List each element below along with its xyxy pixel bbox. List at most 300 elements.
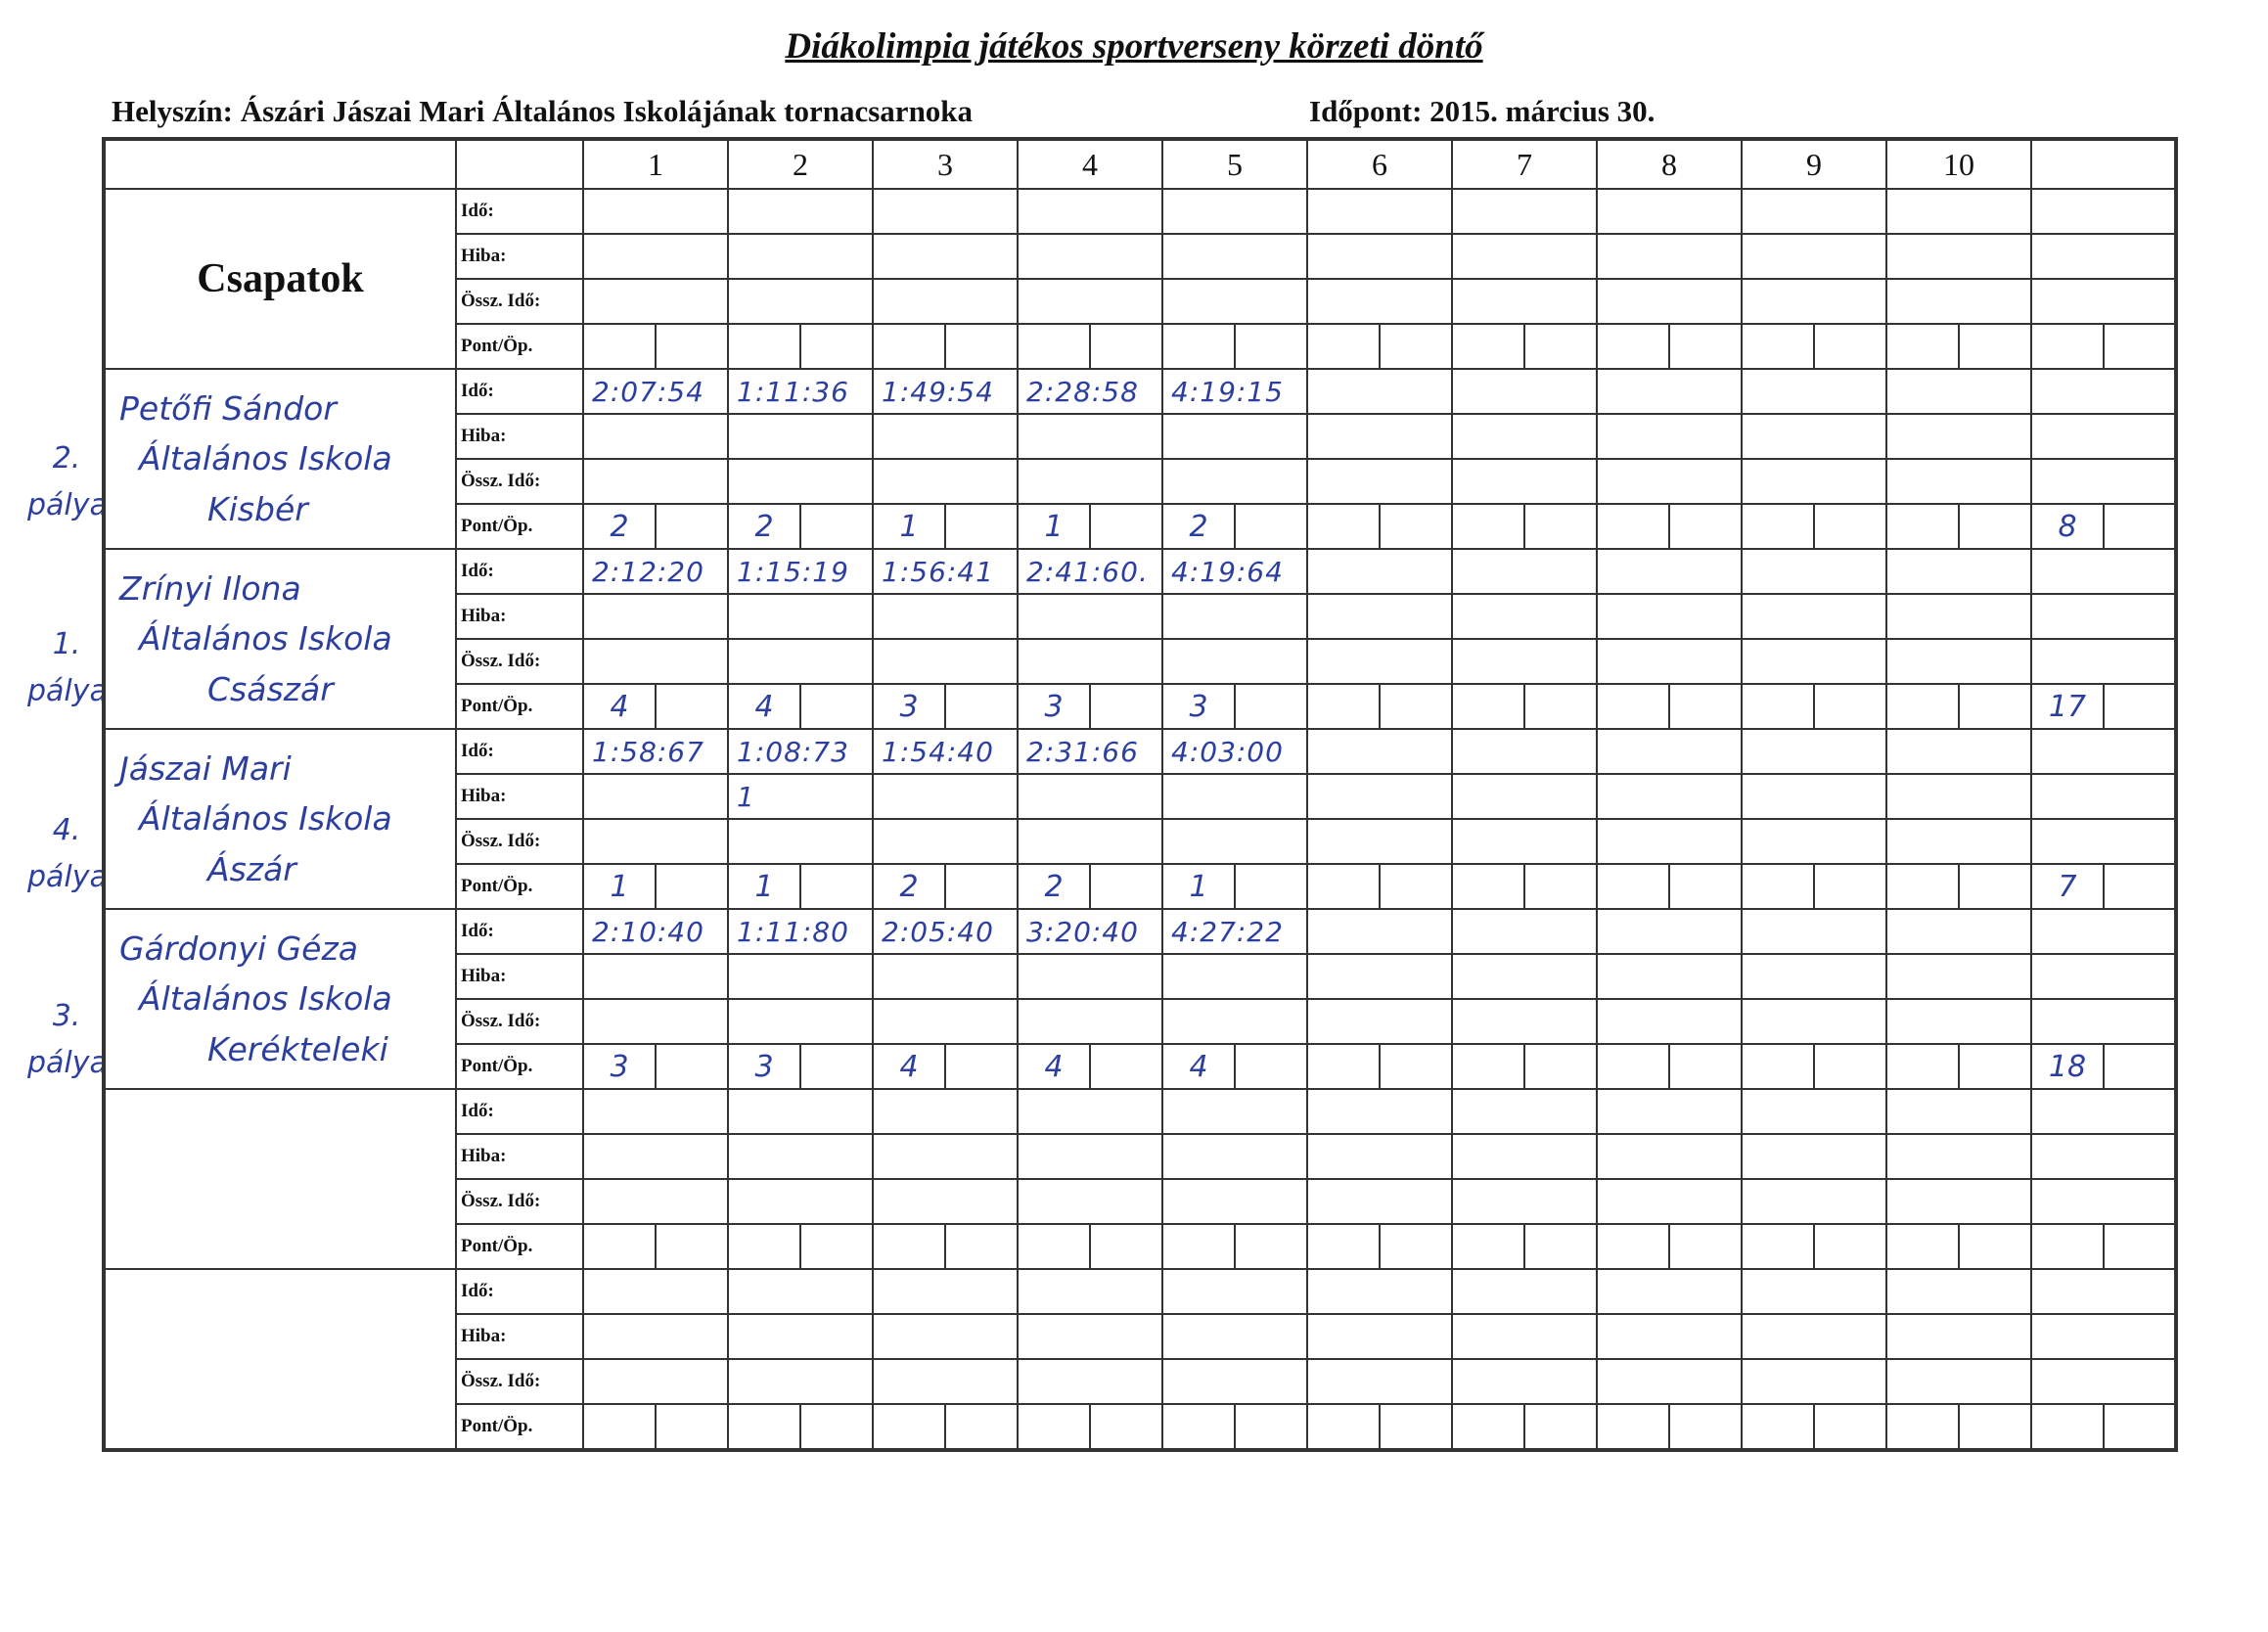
place-cell[interactable] (656, 1224, 728, 1269)
time-cell[interactable] (1597, 1269, 1742, 1314)
place-cell[interactable] (1814, 1224, 1886, 1269)
time-cell[interactable] (1162, 1269, 1307, 1314)
place-cell[interactable] (1090, 684, 1162, 729)
points-cell[interactable]: 3 (583, 1044, 656, 1089)
points-cell[interactable]: 4 (583, 684, 656, 729)
time-cell[interactable]: 2:12:20 (583, 549, 728, 594)
error-cell[interactable] (583, 1314, 728, 1359)
place-cell[interactable] (1090, 1404, 1162, 1450)
time-cell[interactable]: 2:07:54 (583, 369, 728, 414)
place-cell[interactable] (1524, 1404, 1597, 1450)
place-cell[interactable] (800, 1224, 873, 1269)
points-cell[interactable] (1307, 324, 1380, 369)
time-cell[interactable]: 3:20:40 (1018, 909, 1162, 954)
points-cell[interactable]: 1 (1018, 504, 1090, 549)
time-cell[interactable]: 1:58:67 (583, 729, 728, 774)
error-cell[interactable] (1162, 594, 1307, 639)
total-cell[interactable] (1018, 1359, 1162, 1404)
time-cell[interactable] (1742, 189, 1886, 234)
points-cell[interactable] (873, 1404, 945, 1450)
time-cell[interactable] (1162, 1089, 1307, 1134)
time-cell[interactable] (873, 189, 1018, 234)
place-cell[interactable] (1380, 1404, 1452, 1450)
time-cell[interactable] (1452, 189, 1597, 234)
error-cell[interactable] (1452, 234, 1597, 279)
time-cell[interactable] (1307, 189, 1452, 234)
place-cell[interactable] (1235, 684, 1307, 729)
total-cell[interactable] (2031, 234, 2176, 279)
total-cell[interactable] (1452, 279, 1597, 324)
time-cell[interactable]: 4:19:15 (1162, 369, 1307, 414)
time-cell[interactable] (1452, 369, 1597, 414)
total-cell[interactable] (728, 1359, 873, 1404)
time-cell[interactable] (1597, 189, 1742, 234)
total-cell[interactable] (1018, 1179, 1162, 1224)
total-place-cell[interactable] (2104, 684, 2176, 729)
error-cell[interactable] (1452, 414, 1597, 459)
total-cell[interactable] (2031, 549, 2176, 594)
total-place-cell[interactable] (2104, 1224, 2176, 1269)
error-cell[interactable] (583, 954, 728, 999)
total-cell[interactable] (2031, 1269, 2176, 1314)
points-cell[interactable] (1018, 324, 1090, 369)
time-cell[interactable]: 2:10:40 (583, 909, 728, 954)
place-cell[interactable] (1090, 324, 1162, 369)
time-cell[interactable] (1742, 549, 1886, 594)
error-cell[interactable] (728, 1134, 873, 1179)
error-cell[interactable] (1742, 954, 1886, 999)
points-cell[interactable] (1597, 1044, 1669, 1089)
points-cell[interactable] (1452, 1224, 1524, 1269)
total-cell[interactable] (583, 639, 728, 684)
total-cell[interactable] (873, 1179, 1018, 1224)
error-cell[interactable] (1307, 414, 1452, 459)
points-cell[interactable] (1597, 1224, 1669, 1269)
points-cell[interactable] (873, 324, 945, 369)
error-cell[interactable] (583, 234, 728, 279)
error-cell[interactable] (1018, 234, 1162, 279)
time-cell[interactable] (728, 1269, 873, 1314)
total-place-cell[interactable] (2104, 864, 2176, 909)
total-cell[interactable] (1742, 639, 1886, 684)
time-cell[interactable]: 1:08:73 (728, 729, 873, 774)
total-cell[interactable] (1597, 279, 1742, 324)
place-cell[interactable] (1669, 864, 1742, 909)
place-cell[interactable] (1814, 324, 1886, 369)
error-cell[interactable] (1162, 954, 1307, 999)
error-cell[interactable] (728, 594, 873, 639)
points-cell[interactable]: 2 (1018, 864, 1090, 909)
points-cell[interactable] (728, 324, 800, 369)
total-cell[interactable] (1162, 1179, 1307, 1224)
total-points-cell[interactable] (2031, 1404, 2104, 1450)
points-cell[interactable] (1597, 324, 1669, 369)
error-cell[interactable] (1018, 414, 1162, 459)
error-cell[interactable] (728, 954, 873, 999)
time-cell[interactable] (728, 189, 873, 234)
total-cell[interactable] (1307, 639, 1452, 684)
total-cell[interactable] (728, 819, 873, 864)
points-cell[interactable] (1742, 864, 1814, 909)
total-cell[interactable] (1452, 819, 1597, 864)
place-cell[interactable] (1380, 684, 1452, 729)
total-cell[interactable] (873, 1359, 1018, 1404)
place-cell[interactable] (1524, 324, 1597, 369)
time-cell[interactable] (728, 1089, 873, 1134)
error-cell[interactable] (1307, 954, 1452, 999)
place-cell[interactable] (1090, 1224, 1162, 1269)
time-cell[interactable]: 1:11:36 (728, 369, 873, 414)
points-cell[interactable] (1452, 324, 1524, 369)
error-cell[interactable] (728, 1314, 873, 1359)
points-cell[interactable] (1018, 1224, 1090, 1269)
total-cell[interactable] (1886, 819, 2031, 864)
time-cell[interactable] (1886, 369, 2031, 414)
error-cell[interactable] (1742, 774, 1886, 819)
points-cell[interactable]: 1 (583, 864, 656, 909)
error-cell[interactable] (1886, 234, 2031, 279)
time-cell[interactable] (1886, 909, 2031, 954)
error-cell[interactable] (1597, 594, 1742, 639)
error-cell[interactable] (583, 1134, 728, 1179)
points-cell[interactable] (1162, 324, 1235, 369)
time-cell[interactable] (1452, 549, 1597, 594)
total-cell[interactable] (2031, 459, 2176, 504)
points-cell[interactable] (583, 1404, 656, 1450)
total-cell[interactable] (2031, 774, 2176, 819)
error-cell[interactable] (1886, 1314, 2031, 1359)
total-cell[interactable] (1452, 459, 1597, 504)
time-cell[interactable] (1452, 1089, 1597, 1134)
time-cell[interactable]: 1:56:41 (873, 549, 1018, 594)
place-cell[interactable] (1814, 1404, 1886, 1450)
total-cell[interactable] (1886, 459, 2031, 504)
total-cell[interactable] (583, 819, 728, 864)
place-cell[interactable] (1669, 1224, 1742, 1269)
time-cell[interactable]: 1:49:54 (873, 369, 1018, 414)
total-cell[interactable] (1307, 459, 1452, 504)
total-cell[interactable] (1886, 1359, 2031, 1404)
total-cell[interactable] (2031, 729, 2176, 774)
points-cell[interactable]: 3 (873, 684, 945, 729)
error-cell[interactable] (1018, 1134, 1162, 1179)
points-cell[interactable]: 4 (873, 1044, 945, 1089)
points-cell[interactable] (1886, 324, 1959, 369)
total-cell[interactable] (1742, 1179, 1886, 1224)
total-cell[interactable] (1742, 1359, 1886, 1404)
total-cell[interactable] (1307, 999, 1452, 1044)
total-cell[interactable] (1018, 639, 1162, 684)
total-cell[interactable] (583, 1179, 728, 1224)
error-cell[interactable] (1307, 234, 1452, 279)
error-cell[interactable] (583, 774, 728, 819)
total-cell[interactable] (2031, 414, 2176, 459)
total-cell[interactable] (2031, 1179, 2176, 1224)
time-cell[interactable] (1886, 1269, 2031, 1314)
points-cell[interactable] (1886, 1224, 1959, 1269)
total-cell[interactable] (728, 999, 873, 1044)
place-cell[interactable] (800, 684, 873, 729)
points-cell[interactable] (1886, 1404, 1959, 1450)
total-cell[interactable] (1597, 1359, 1742, 1404)
error-cell[interactable] (1597, 234, 1742, 279)
error-cell[interactable] (583, 594, 728, 639)
place-cell[interactable] (1814, 684, 1886, 729)
error-cell[interactable] (1452, 774, 1597, 819)
error-cell[interactable] (1307, 594, 1452, 639)
total-cell[interactable] (2031, 1314, 2176, 1359)
points-cell[interactable] (1742, 1404, 1814, 1450)
error-cell[interactable] (1452, 1134, 1597, 1179)
total-cell[interactable] (583, 459, 728, 504)
time-cell[interactable] (1452, 909, 1597, 954)
place-cell[interactable] (1235, 1044, 1307, 1089)
time-cell[interactable] (1886, 549, 2031, 594)
place-cell[interactable] (1959, 1044, 2031, 1089)
time-cell[interactable] (1597, 1089, 1742, 1134)
error-cell[interactable] (1742, 1314, 1886, 1359)
time-cell[interactable] (1742, 1269, 1886, 1314)
place-cell[interactable] (1380, 1224, 1452, 1269)
time-cell[interactable] (1307, 729, 1452, 774)
time-cell[interactable]: 2:05:40 (873, 909, 1018, 954)
error-cell[interactable] (1307, 774, 1452, 819)
time-cell[interactable] (1597, 369, 1742, 414)
points-cell[interactable] (1162, 1404, 1235, 1450)
error-cell[interactable] (873, 954, 1018, 999)
error-cell[interactable]: 1 (728, 774, 873, 819)
total-points-cell[interactable] (2031, 1224, 2104, 1269)
total-cell[interactable] (1307, 279, 1452, 324)
place-cell[interactable] (945, 504, 1018, 549)
total-cell[interactable] (1162, 819, 1307, 864)
total-cell[interactable] (728, 639, 873, 684)
place-cell[interactable] (1959, 504, 2031, 549)
total-cell[interactable] (1452, 1359, 1597, 1404)
error-cell[interactable] (1597, 414, 1742, 459)
place-cell[interactable] (1524, 864, 1597, 909)
points-cell[interactable]: 1 (873, 504, 945, 549)
place-cell[interactable] (1669, 504, 1742, 549)
total-cell[interactable] (1742, 459, 1886, 504)
error-cell[interactable] (1886, 954, 2031, 999)
place-cell[interactable] (945, 1044, 1018, 1089)
time-cell[interactable] (1307, 1269, 1452, 1314)
time-cell[interactable] (1307, 369, 1452, 414)
time-cell[interactable] (1162, 189, 1307, 234)
time-cell[interactable] (1886, 1089, 2031, 1134)
time-cell[interactable]: 2:28:58 (1018, 369, 1162, 414)
total-cell[interactable] (2031, 639, 2176, 684)
total-cell[interactable] (1307, 1359, 1452, 1404)
points-cell[interactable] (1307, 684, 1380, 729)
points-cell[interactable]: 4 (728, 684, 800, 729)
points-cell[interactable]: 4 (1018, 1044, 1090, 1089)
points-cell[interactable] (1597, 864, 1669, 909)
place-cell[interactable] (800, 504, 873, 549)
error-cell[interactable] (1742, 414, 1886, 459)
total-cell[interactable] (2031, 189, 2176, 234)
points-cell[interactable] (1742, 324, 1814, 369)
error-cell[interactable] (1162, 774, 1307, 819)
total-cell[interactable] (1886, 999, 2031, 1044)
total-cell[interactable] (1886, 639, 2031, 684)
time-cell[interactable] (1742, 909, 1886, 954)
time-cell[interactable]: 2:41:60. (1018, 549, 1162, 594)
time-cell[interactable] (873, 1269, 1018, 1314)
total-cell[interactable] (1597, 999, 1742, 1044)
error-cell[interactable] (1018, 1314, 1162, 1359)
error-cell[interactable] (1452, 594, 1597, 639)
total-cell[interactable] (2031, 954, 2176, 999)
points-cell[interactable] (1452, 864, 1524, 909)
time-cell[interactable] (1307, 909, 1452, 954)
error-cell[interactable] (1886, 414, 2031, 459)
error-cell[interactable] (728, 234, 873, 279)
time-cell[interactable] (873, 1089, 1018, 1134)
place-cell[interactable] (800, 864, 873, 909)
total-cell[interactable] (1018, 279, 1162, 324)
points-cell[interactable] (1742, 1224, 1814, 1269)
points-cell[interactable] (1597, 504, 1669, 549)
points-cell[interactable] (1886, 684, 1959, 729)
error-cell[interactable] (1742, 1134, 1886, 1179)
total-place-cell[interactable] (2104, 1404, 2176, 1450)
place-cell[interactable] (945, 864, 1018, 909)
points-cell[interactable] (583, 324, 656, 369)
place-cell[interactable] (800, 1044, 873, 1089)
total-place-cell[interactable] (2104, 1044, 2176, 1089)
total-place-cell[interactable] (2104, 504, 2176, 549)
error-cell[interactable] (1018, 774, 1162, 819)
error-cell[interactable] (873, 594, 1018, 639)
time-cell[interactable] (1742, 729, 1886, 774)
total-cell[interactable] (583, 999, 728, 1044)
place-cell[interactable] (1959, 1404, 2031, 1450)
total-points-cell[interactable] (2031, 324, 2104, 369)
total-cell[interactable] (1452, 639, 1597, 684)
place-cell[interactable] (1524, 1044, 1597, 1089)
points-cell[interactable] (1452, 684, 1524, 729)
total-cell[interactable] (2031, 279, 2176, 324)
points-cell[interactable] (1307, 1224, 1380, 1269)
points-cell[interactable] (1742, 504, 1814, 549)
place-cell[interactable] (1669, 684, 1742, 729)
error-cell[interactable] (1307, 1134, 1452, 1179)
total-cell[interactable] (873, 819, 1018, 864)
error-cell[interactable] (873, 414, 1018, 459)
place-cell[interactable] (1090, 864, 1162, 909)
time-cell[interactable] (1018, 1269, 1162, 1314)
error-cell[interactable] (1162, 414, 1307, 459)
error-cell[interactable] (583, 414, 728, 459)
time-cell[interactable] (583, 1089, 728, 1134)
error-cell[interactable] (1018, 954, 1162, 999)
place-cell[interactable] (1090, 1044, 1162, 1089)
total-cell[interactable] (583, 1359, 728, 1404)
place-cell[interactable] (656, 1404, 728, 1450)
time-cell[interactable] (583, 189, 728, 234)
total-cell[interactable] (1597, 819, 1742, 864)
place-cell[interactable] (1380, 1044, 1452, 1089)
time-cell[interactable]: 1:11:80 (728, 909, 873, 954)
total-cell[interactable] (1452, 999, 1597, 1044)
points-cell[interactable]: 2 (1162, 504, 1235, 549)
points-cell[interactable] (1452, 1044, 1524, 1089)
error-cell[interactable] (873, 1314, 1018, 1359)
total-cell[interactable] (1597, 459, 1742, 504)
error-cell[interactable] (1162, 234, 1307, 279)
total-cell[interactable] (1162, 459, 1307, 504)
points-cell[interactable] (1452, 1404, 1524, 1450)
place-cell[interactable] (656, 864, 728, 909)
time-cell[interactable] (583, 1269, 728, 1314)
points-cell[interactable] (1886, 504, 1959, 549)
points-cell[interactable] (1452, 504, 1524, 549)
total-cell[interactable] (1018, 819, 1162, 864)
points-cell[interactable]: 3 (728, 1044, 800, 1089)
points-cell[interactable] (1307, 1044, 1380, 1089)
place-cell[interactable] (1959, 1224, 2031, 1269)
points-cell[interactable] (1307, 864, 1380, 909)
time-cell[interactable] (1452, 729, 1597, 774)
total-cell[interactable] (873, 459, 1018, 504)
time-cell[interactable]: 1:54:40 (873, 729, 1018, 774)
error-cell[interactable] (1597, 1314, 1742, 1359)
points-cell[interactable] (1886, 1044, 1959, 1089)
error-cell[interactable] (1452, 954, 1597, 999)
error-cell[interactable] (1597, 954, 1742, 999)
place-cell[interactable] (1524, 684, 1597, 729)
error-cell[interactable] (728, 414, 873, 459)
place-cell[interactable] (1235, 504, 1307, 549)
place-cell[interactable] (1380, 864, 1452, 909)
total-cell[interactable] (1162, 999, 1307, 1044)
total-cell[interactable] (2031, 1134, 2176, 1179)
error-cell[interactable] (873, 774, 1018, 819)
total-cell[interactable] (1018, 999, 1162, 1044)
time-cell[interactable] (1307, 1089, 1452, 1134)
error-cell[interactable] (1886, 1134, 2031, 1179)
points-cell[interactable]: 2 (873, 864, 945, 909)
place-cell[interactable] (1235, 864, 1307, 909)
points-cell[interactable] (1597, 684, 1669, 729)
error-cell[interactable] (873, 1134, 1018, 1179)
place-cell[interactable] (1524, 1224, 1597, 1269)
place-cell[interactable] (656, 504, 728, 549)
place-cell[interactable] (1524, 504, 1597, 549)
points-cell[interactable] (728, 1404, 800, 1450)
total-cell[interactable] (1742, 279, 1886, 324)
place-cell[interactable] (1959, 324, 2031, 369)
place-cell[interactable] (945, 1224, 1018, 1269)
time-cell[interactable]: 4:03:00 (1162, 729, 1307, 774)
error-cell[interactable] (1886, 594, 2031, 639)
total-cell[interactable] (1018, 459, 1162, 504)
points-cell[interactable] (1307, 1404, 1380, 1450)
place-cell[interactable] (800, 1404, 873, 1450)
points-cell[interactable] (1742, 684, 1814, 729)
total-cell[interactable] (1162, 1359, 1307, 1404)
points-cell[interactable] (1018, 1404, 1090, 1450)
total-cell[interactable] (1886, 279, 2031, 324)
total-cell[interactable] (1307, 819, 1452, 864)
place-cell[interactable] (1235, 1404, 1307, 1450)
total-points-cell[interactable]: 17 (2031, 684, 2104, 729)
points-cell[interactable] (1886, 864, 1959, 909)
place-cell[interactable] (656, 324, 728, 369)
total-cell[interactable] (2031, 1089, 2176, 1134)
